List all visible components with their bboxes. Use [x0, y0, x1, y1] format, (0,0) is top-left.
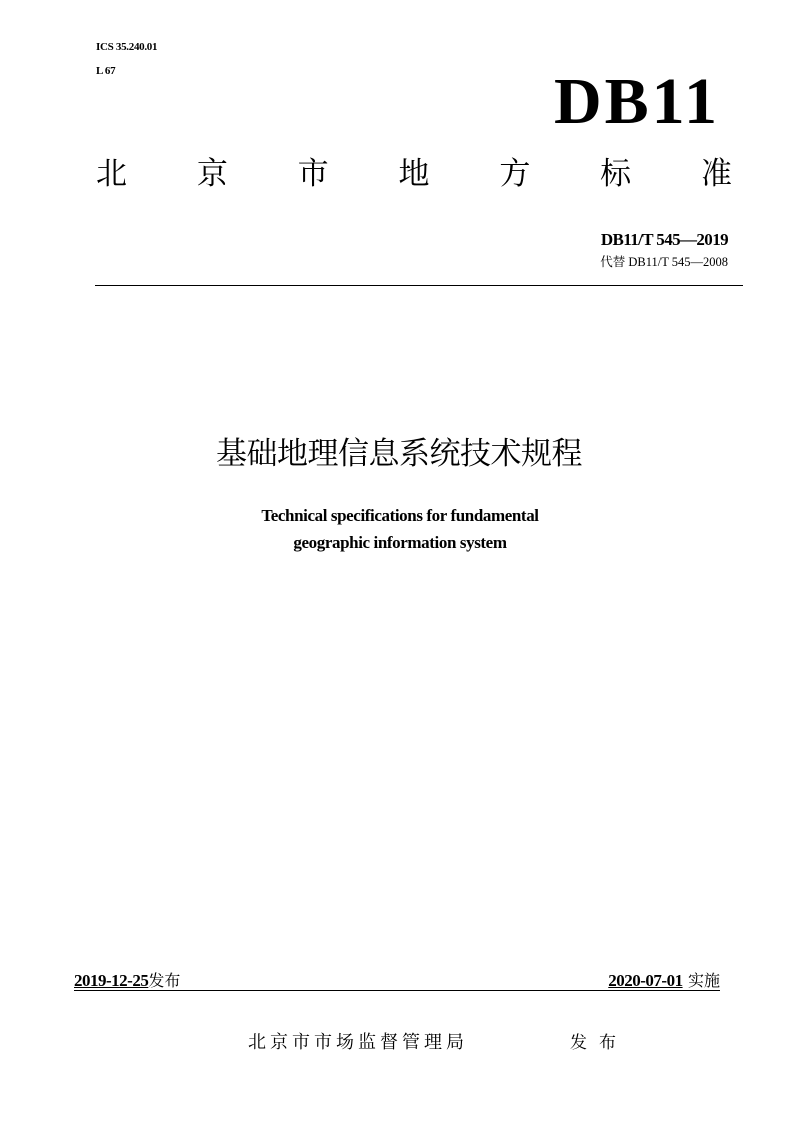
issuing-label: 发布	[570, 1033, 628, 1053]
db-logo: DB11	[553, 65, 720, 138]
header-divider	[95, 285, 743, 286]
date-divider	[74, 990, 720, 991]
ics-code: ICS 35.240.01	[96, 41, 158, 53]
issuing-authority: 北京市市场监督管理局	[248, 1032, 468, 1053]
standard-type-char: 准	[700, 156, 732, 192]
standard-type-char: 市	[297, 156, 329, 192]
standard-type-char: 北	[96, 156, 127, 192]
standard-type	[96, 152, 732, 196]
standard-type-char: 京	[196, 156, 228, 192]
document-title-chinese: 基础地理信息系统技术规程	[216, 436, 582, 472]
standard-type-char: 方	[499, 156, 531, 192]
ccs-code: L 67	[96, 65, 116, 77]
issue-date-label: 发布	[148, 971, 181, 990]
standard-number: DB11/T 545—2019	[600, 230, 728, 249]
replaces-note: 代替 DB11/T 545—2008	[600, 255, 728, 269]
standard-type-char: 地	[398, 156, 430, 192]
document-title-english-line1: Technical specifications for fundamental	[261, 506, 539, 525]
document-title-english-line2: geographic information system	[293, 533, 507, 552]
implement-date: 2020-07-01	[608, 971, 683, 990]
issue-date: 2019-12-25	[74, 971, 149, 990]
implement-date-label: 实施	[687, 971, 720, 990]
standard-type-char: 标	[600, 156, 632, 192]
